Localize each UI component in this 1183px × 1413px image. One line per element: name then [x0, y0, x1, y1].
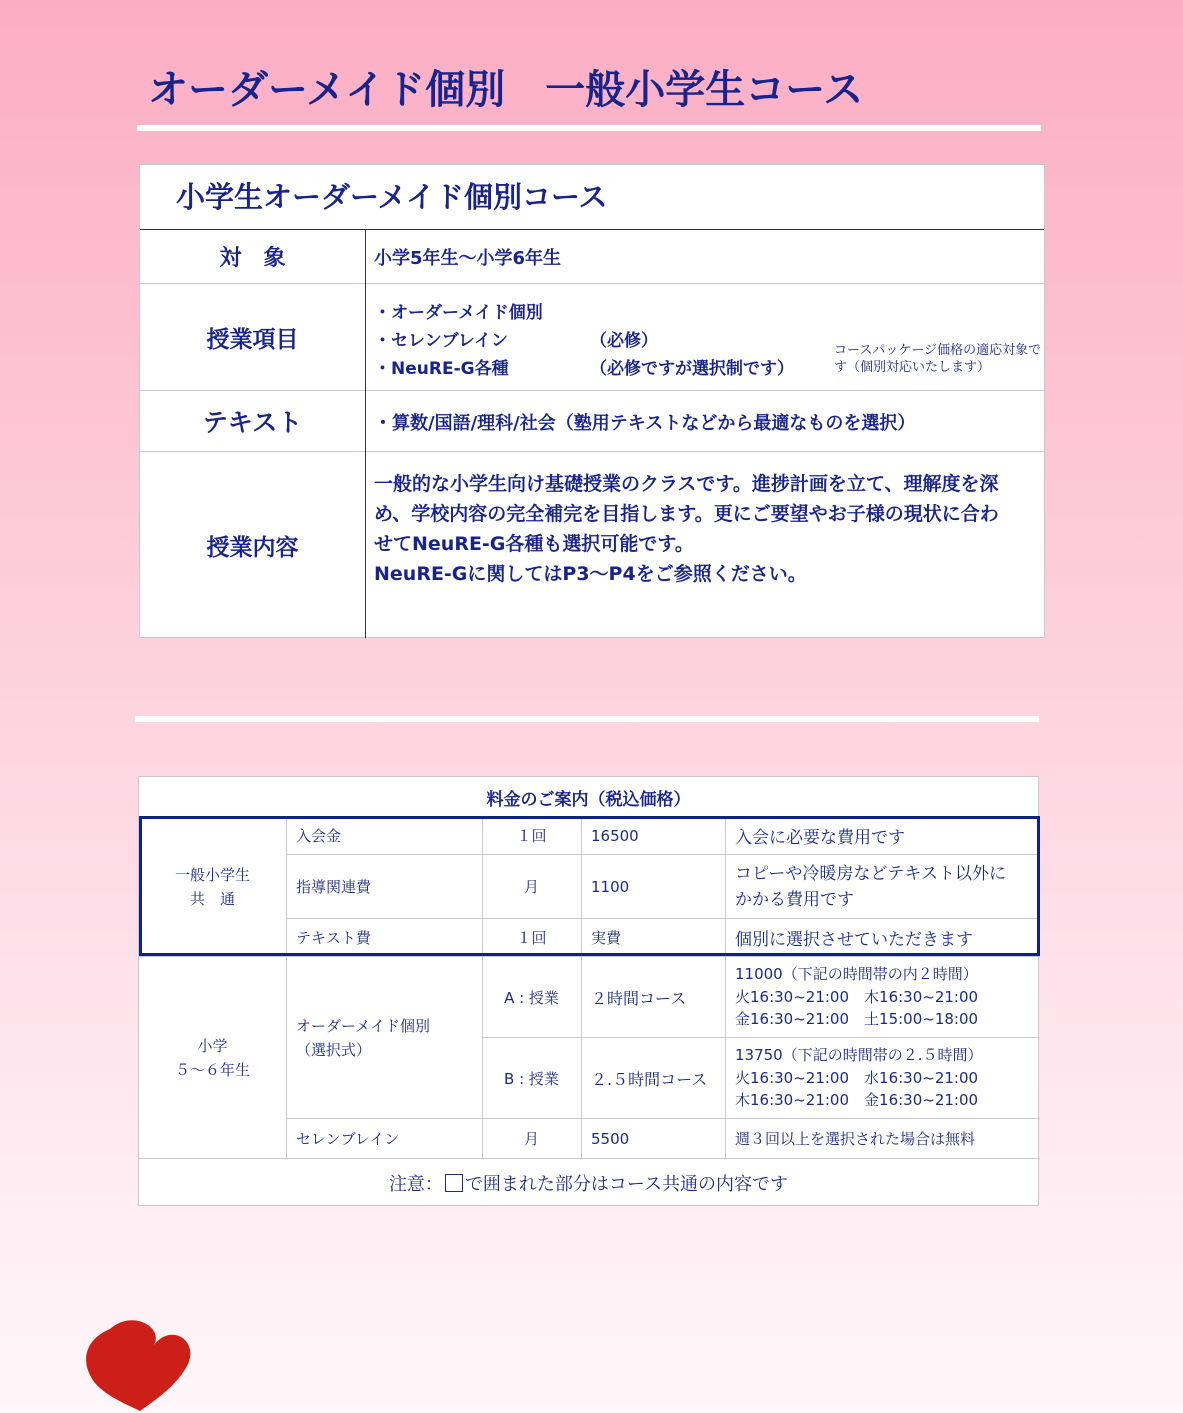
- content-row: [140, 451, 1044, 638]
- heart-icon: [84, 1313, 192, 1413]
- content-label: 授業内容: [206, 534, 299, 561]
- fee-caption: 料金のご案内（税込価格）: [486, 789, 691, 810]
- item-note: （必修ですが選択制です）: [590, 359, 794, 379]
- items-row: [140, 283, 1044, 390]
- common-group-label: [139, 817, 286, 956]
- course-summary-table: [139, 164, 1045, 638]
- option-note-line: 火16:30~21:00 水16:30~21:00: [735, 1068, 979, 1087]
- target-label: 対 象: [219, 246, 286, 271]
- text-row: [140, 390, 1044, 451]
- content-line: NeuRE-Gに関してはP3〜P4をご参照ください。: [374, 563, 807, 585]
- content-line: 一般的な小学生向け基礎授業のクラスです。進捗計画を立て、理解度を深: [374, 473, 999, 495]
- fee-item: 指導関連費: [296, 878, 372, 896]
- order-label-line: （選択式）: [296, 1040, 372, 1059]
- option-note-line: 13750（下記の時間帯の２.５時間）: [735, 1046, 983, 1065]
- items-list: [374, 284, 1042, 391]
- column-divider: [365, 230, 366, 638]
- notice-suffix: で囲まれた部分はコース共通の内容です: [464, 1174, 789, 1195]
- fee-note: 週３回以上を選択された場合は無料: [735, 1130, 976, 1148]
- fee-unit: １回: [516, 827, 547, 845]
- group-label-line: 小学: [197, 1036, 228, 1055]
- item-name: ・セレンブレイン: [374, 331, 509, 351]
- option-unit: B : 授業: [504, 1069, 559, 1088]
- group-label-line: 共 通: [189, 889, 235, 908]
- option-unit: A : 授業: [504, 988, 559, 1007]
- fee-note: 入会に必要な費用です: [735, 828, 905, 848]
- fee-item: 入会金: [296, 827, 342, 845]
- fee-note: [735, 855, 1006, 918]
- fee-unit: １回: [516, 929, 547, 947]
- fee-item: テキスト費: [296, 929, 371, 947]
- fee-note-line: かかる費用です: [735, 889, 854, 910]
- table-notice: [139, 1159, 1038, 1207]
- title-divider: [137, 125, 1041, 131]
- grade-group-label: [139, 957, 286, 1158]
- option-note-line: 木16:30~21:00 金16:30~21:00: [735, 1091, 979, 1110]
- option-course: ２.５時間コース: [591, 1069, 708, 1089]
- option-note-line: 火16:30~21:00 木16:30~21:00: [735, 987, 979, 1006]
- content-description: [374, 469, 1036, 589]
- section-divider: [135, 716, 1039, 722]
- item-note: （必修）: [590, 331, 658, 351]
- fee-note: 個別に選択させていただきます: [735, 930, 973, 950]
- notice-prefix: 注意：: [388, 1174, 443, 1195]
- fee-price: 5500: [591, 1129, 630, 1148]
- fee-item: セレンブレイン: [296, 1130, 400, 1148]
- target-row: [140, 229, 1044, 283]
- text-value: ・算数/国語/理科/社会（塾用テキストなどから最適なものを選択）: [374, 413, 916, 434]
- fee-price: 1100: [591, 877, 630, 896]
- item-name: ・オーダーメイド個別: [374, 303, 543, 323]
- page-title: オーダーメイド個別 一般小学生コース: [148, 67, 864, 113]
- option-note: [735, 1038, 983, 1118]
- option-note-line: 11000（下記の時間帯の内２時間）: [735, 965, 978, 984]
- fee-unit: 月: [523, 1130, 539, 1148]
- option-note-line: 金16:30~21:00 土15:00~18:00: [735, 1010, 979, 1029]
- order-label-line: オーダーメイド個別: [296, 1016, 430, 1035]
- text-label: テキスト: [202, 408, 303, 437]
- package-note: コースパッケージ価格の適応対象です（個別対応いたします）: [834, 343, 1042, 375]
- fee-price: 実費: [591, 929, 622, 947]
- group-label-line: 一般小学生: [174, 865, 250, 884]
- item-name: ・NeuRE-G各種: [374, 359, 509, 379]
- course-title: 小学生オーダーメイド個別コース: [176, 180, 608, 214]
- square-icon: [445, 1174, 463, 1192]
- target-value: 小学5年生〜小学6年生: [374, 248, 562, 269]
- fee-table: [138, 776, 1039, 1206]
- order-made-label: [296, 957, 430, 1118]
- fee-unit: 月: [523, 878, 539, 896]
- content-line: せてNeuRE-G各種も選択可能です。: [374, 533, 694, 555]
- group-label-line: ５〜６年生: [174, 1060, 250, 1079]
- content-line: め、学校内容の完全補完を目指します。更にご要望やお子様の現状に合わ: [374, 503, 999, 525]
- option-note: [735, 957, 978, 1037]
- fee-price: 16500: [591, 826, 639, 845]
- fee-note-line: コピーや冷暖房などテキスト以外に: [735, 863, 1006, 884]
- items-label: 授業項目: [206, 326, 299, 353]
- option-course: ２時間コース: [591, 988, 687, 1008]
